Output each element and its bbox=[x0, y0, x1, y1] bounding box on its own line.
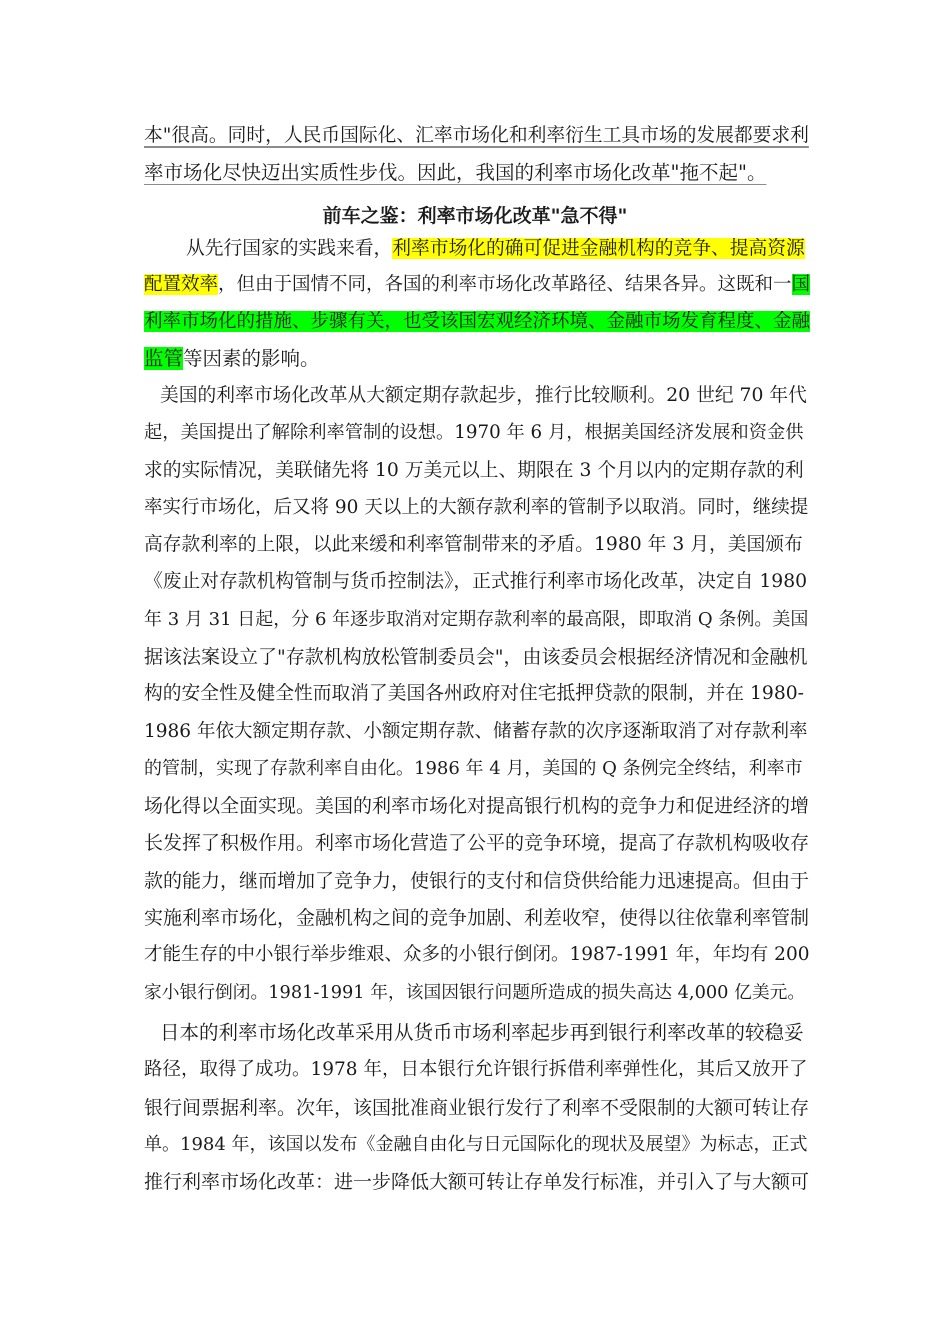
highlighted-text: 配置效率 bbox=[144, 274, 219, 295]
intro-line bbox=[144, 347, 810, 371]
text-line: 日本的利率市场化改革采用从货币市场利率起步再到银行利率改革的较稳妥 bbox=[160, 1021, 804, 1044]
text-line: 求的实际情况，美联储先将 10 万美元以上、期限在 3 个月以内的定期存款的利 bbox=[144, 460, 804, 481]
text-line: 构的安全性及健全性而取消了美国各州政府对住宅抵押贷款的限制，并在 1980- bbox=[144, 683, 805, 704]
text-line: 的管制，实现了存款利率自由化。1986 年 4 月，美国的 Q 条例完全终结，利率市 bbox=[144, 758, 803, 779]
text-line: 银行间票据利率。次年，该国批准商业银行发行了利率不受限制的大额可转让存 bbox=[144, 1097, 810, 1119]
text-line: 款的能力，继而增加了竞争力，使银行的支付和信贷供给能力迅速提高。但由于 bbox=[144, 870, 810, 892]
text-line: 推行利率市场化改革：进一步降低大额可转让存单发行标准，并引入了与大额可 bbox=[144, 1171, 810, 1193]
text-line: 起，美国提出了解除利率管制的设想。1970 年 6 月，根据美国经济发展和资金供 bbox=[144, 422, 804, 443]
text-span: 从先行国家的实践来看， bbox=[186, 238, 393, 259]
intro-line bbox=[144, 310, 810, 334]
text-line: 1986 年依大额定期存款、小额定期存款、储蓄存款的次序逐渐取消了对存款利率 bbox=[144, 721, 808, 742]
text-line: 年 3 月 31 日起，分 6 年逐步取消对定期存款利率的最高限，即取消 Q 条例。美国 bbox=[144, 609, 809, 630]
text-line: 才能生存的中小银行举步维艰、众多的小银行倒闭。1987-1991 年，年均有 200 bbox=[144, 944, 810, 965]
text-line: 本"很高。同时，人民币国际化、汇率市场化和利率衍生工具市场的发展都要求利 bbox=[144, 125, 809, 146]
text-line: 高存款利率的上限，以此来缓和利率管制带来的矛盾。1980 年 3 月，美国颁布 bbox=[144, 534, 803, 555]
text-span: 等因素的影响。 bbox=[183, 347, 320, 370]
text-line: 率市场化尽快迈出实质性步伐。因此，我国的利率市场化改革"拖不起"。 bbox=[144, 161, 767, 184]
highlighted-text: 利率市场化的确可促进金融机构的竞争、提高资源 bbox=[392, 238, 805, 259]
text-line: 长发挥了积极作用。利率市场化营造了公平的竞争环境，提高了存款机构吸收存 bbox=[144, 832, 810, 854]
text-line: 实施利率市场化，金融机构之间的竞争加剧、利差收窄，使得以往依靠利率管制 bbox=[144, 907, 810, 929]
text-line: 《废止对存款机构管制与货币控制法》，正式推行利率市场化改革，决定自 1980 bbox=[144, 571, 808, 592]
text-line: 路径，取得了成功。1978 年，日本银行允许银行拆借利率弹性化，其后又放开了 bbox=[144, 1059, 808, 1080]
text-line: 场化得以全面实现。美国的利率市场化对提高银行机构的竞争力和促进经济的增 bbox=[144, 795, 810, 817]
highlighted-text: 国 bbox=[791, 274, 810, 295]
text-line: 据该法案设立了"存款机构放松管制委员会"，由该委员会根据经济情况和金融机 bbox=[144, 646, 808, 668]
intro-line bbox=[186, 237, 810, 261]
text-line: 单。1984 年，该国以发布《金融自由化与日元国际化的现状及展望》为标志，正式 bbox=[144, 1134, 808, 1155]
section-heading: 前车之鉴：利率市场化改革"急不得" bbox=[322, 205, 628, 227]
intro-line bbox=[144, 273, 810, 297]
highlighted-text: 利率市场化的措施、步骤有关，也受该国宏观经济环境、金融市场发育程度、金融 bbox=[144, 311, 810, 332]
highlighted-text: 监管 bbox=[144, 347, 184, 370]
text-line: 美国的利率市场化改革从大额定期存款起步，推行比较顺利。20 世纪 70 年代 bbox=[160, 385, 807, 406]
text-line: 率实行市场化，后又将 90 天以上的大额存款利率的管制予以取消。同时，继续提 bbox=[144, 497, 809, 518]
text-span: ，但由于国情不同，各国的利率市场化改革路径、结果各异。这既和一 bbox=[218, 274, 792, 295]
text-line: 家小银行倒闭。1981-1991 年，该国因银行问题所造成的损失高达 4,000 亿美元。 bbox=[144, 983, 806, 1003]
